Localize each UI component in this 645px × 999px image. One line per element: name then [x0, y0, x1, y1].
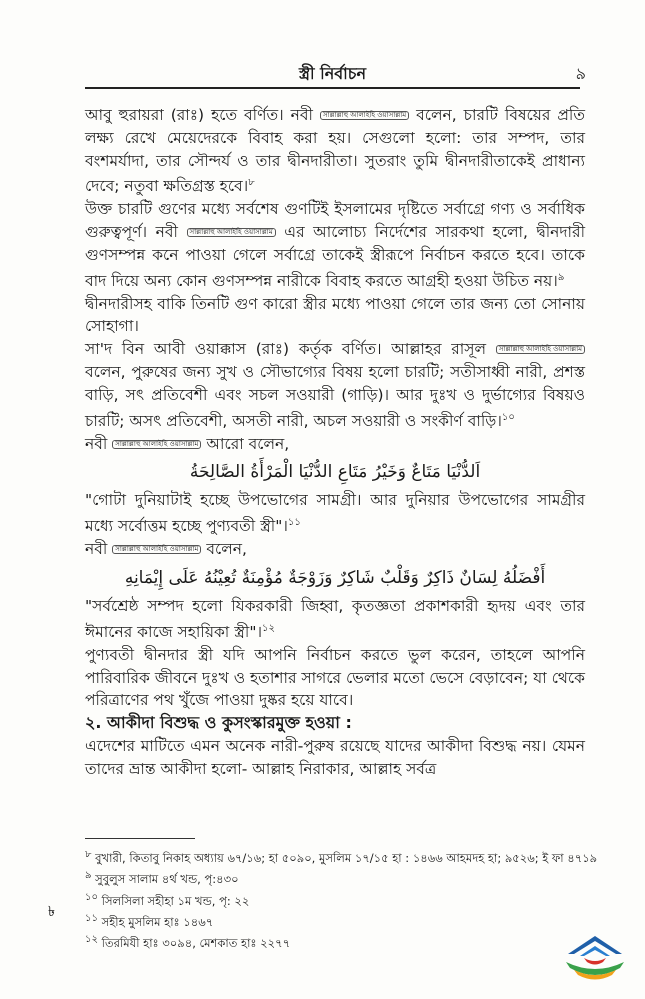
salawat-icon: সাল্লাল্লাহু আলাইহি ওয়াসাল্লাম — [320, 111, 409, 120]
quote-translation-2: "সর্বশ্রেষ্ঠ সম্পদ হলো যিকরকারী জিহ্বা, কৃতজ্ঞতা প্রকাশকারী হৃদয় এবং তার ঈমানের কাজে সহায়িকা স্ত্রী"।$^{১২}$ — [85, 596, 585, 641]
arabic-quote-1: اَلدُّنْيَا مَتَاعٌ وَخَيْرُ مَتَاعِ الدُّنْيَا الْمَرْأَةُ الصَّالِحَةُ — [189, 462, 481, 483]
footnote-item: $^{১১}$ সহীহ মুসলিম হাঃ ১৪৬৭ — [85, 912, 214, 929]
footnote-ref: ১১ — [287, 517, 301, 529]
running-header — [85, 55, 586, 89]
footnote-item: $^৯$ সুবুলুস সালাম ৪র্থ খন্ড, পৃ:৪৩০ — [85, 870, 239, 887]
paragraph-6: নবী সাল্লাল্লাহু আলাইহি ওয়াসাল্লাম বলেন, — [85, 540, 247, 559]
salawat-icon: সাল্লাল্লাহু আলাইহি ওয়াসাল্লাম — [112, 545, 201, 554]
footnote-ref: ৯ — [557, 271, 565, 283]
salawat-icon: সাল্লাল্লাহু আলাইহি ওয়াসাল্লাম — [187, 228, 276, 237]
salawat-icon: সাল্লাল্লাহু আলাইহি ওয়াসাল্লাম — [496, 345, 585, 354]
publisher-logo-icon — [560, 932, 630, 987]
paragraph-2: উক্ত চারটি গুণের মধ্যে সর্বশেষ গুণটিই ইসলামের দৃষ্টিতে সর্বাগ্রে গণ্য ও সর্বাধিক গুরুত্বপূর্ণ। নবী সাল্লাল্লাহু আলাইহি ওয়াসাল্লাম এর আলোচ্য নির্দেশের সারকথা হলো, দ্বীনদারী গুণসম্পন্ন কনে পাওয়া গেলে সর্বাগ্রে তাকেই স্ত্রীরূপে নির্বাচন করতে হবে। তাকে বাদ দিয়ে অন্য কোন গুণসম্পন্ন নারীকে বিবাহ করতে আগ্রহী হওয়া উচিত নয়।$^৯$ — [85, 200, 586, 290]
paragraph-8: এদেশের মাটিতে এমন অনেক নারী-পুরুষ রয়েছে যাদের আকীদা বিশুদ্ধ নয়। যেমন তাদের ভ্রান্ত আকীদা হলো- আল্লাহ নিরাকার, আল্লাহ সর্বত্র — [85, 736, 585, 778]
footnote-divider — [85, 838, 195, 839]
salawat-icon: সাল্লাল্লাহু আলাইহি ওয়াসাল্লাম — [112, 440, 201, 449]
page-number: ৯ — [575, 64, 586, 83]
paragraph-1: আবু হুরায়রা (রাঃ) হতে বর্ণিত। নবী সাল্লাল্লাহু আলাইহি ওয়াসাল্লাম বলেন, চারটি বিষয়ের প্রতি লক্ষ্য রেখে মেয়েদেরকে বিবাহ করা হয়। সেগুলো হলো: তার সম্পদ, তার বংশমর্যাদা, তার সৌন্দর্য ও তার দ্বীনদারীতা। সুতরাং তুমি দ্বীনদারীতাকেই প্রাধান্য দেবে; নতুবা ক্ষতিগ্রস্ত হবে।$^৮$ — [85, 106, 586, 196]
footnote-item: $^{১০}$ সিলসিলা সহীহা ১ম খন্ড, পৃ: ২২ — [85, 891, 250, 908]
quote-translation-1: "গোটা দুনিয়াটাই হচ্ছে উপভোগের সামগ্রী। আর দুনিয়ার উপভোগের সামগ্রীর মধ্যে সর্বোত্তম হচ্ছে পুণ্যবতী স্ত্রী"।$^{১১}$ — [85, 491, 585, 536]
paragraph-5: নবী সাল্লাল্লাহু আলাইহি ওয়াসাল্লাম আরো বলেন, — [85, 434, 290, 453]
page-title: স্ত্রী নির্বাচন — [298, 64, 366, 83]
arabic-quote-2: أَفْضَلُهُ لِسَانٌ ذَاكِرٌ وَقَلْبٌ شَاكِرٌ وَزَوْجَةٌ مُؤْمِنَةٌ تُعِيْنُهُ عَلَى إِيْمَانِهِ — [124, 567, 546, 588]
paragraph-7: পুণ্যবতী দ্বীনদার স্ত্রী যদি আপনি নির্বাচন করতে ভুল করেন, তাহলে আপনি পারিবারিক জীবনে দুঃখ ও হতাশার সাগরে ভেলার মতো ভেসে বেড়াবেন; যা থেকে পরিত্রাণের পথ খুঁজে পাওয়া দুষ্কর হয়ে যাবে। — [85, 645, 585, 710]
paragraph-3: দ্বীনদারীসহ বাকি তিনটি গুণ কারো স্ত্রীর মধ্যে পাওয়া গেলে তার জন্য তো সোনায় সোহাগা। — [85, 294, 585, 336]
footnote-ref: ৮ — [248, 177, 255, 189]
paragraph-4: সা'দ বিন আবী ওয়াক্কাস (রাঃ) কর্তৃক বর্ণিত। আল্লাহর রাসূল সাল্লাল্লাহু আলাইহি ওয়াসাল্লাম বলেন, পুরুষের জন্য সুখ ও সৌভাগ্যের বিষয় হলো চারটি; সতীসাধ্বী নারী, প্রশস্ত বাড়ি, সৎ প্রতিবেশী এবং সচল সওয়ারী (গাড়ি)। আর দুঃখ ও দুর্ভাগ্যের বিষয়ও চারটি; অসৎ প্রতিবেশী, অসতী নারী, অচল সওয়ারী ও সংকীর্ণ বাড়ি।$^{১০}$ — [85, 340, 585, 430]
body-text — [85, 104, 585, 781]
footnote-ref: ১০ — [501, 411, 515, 423]
footnotes — [85, 846, 598, 953]
footnote-item: $^{১২}$ তিরমিযী হাঃ ৩০৯৪, মেশকাত হাঃ ২২৭৭ — [85, 934, 291, 951]
section-heading: ২. আকীদা বিশুদ্ধ ও কুসংস্কারমুক্ত হওয়া : — [85, 713, 352, 733]
footnote-ref: ১২ — [262, 622, 275, 634]
printer-mark: ৳ — [48, 904, 55, 920]
footnote-item: $^৮$ বুখারী, কিতাবু নিকাহ অধ্যায় ৬৭/১৬; হা ৫০৯০, মুসলিম ১৭/১৫ হা : ১৪৬৬ আহমদহ হা; ৯৫২৬; ই ফা ৪৭১৯ — [85, 849, 598, 865]
